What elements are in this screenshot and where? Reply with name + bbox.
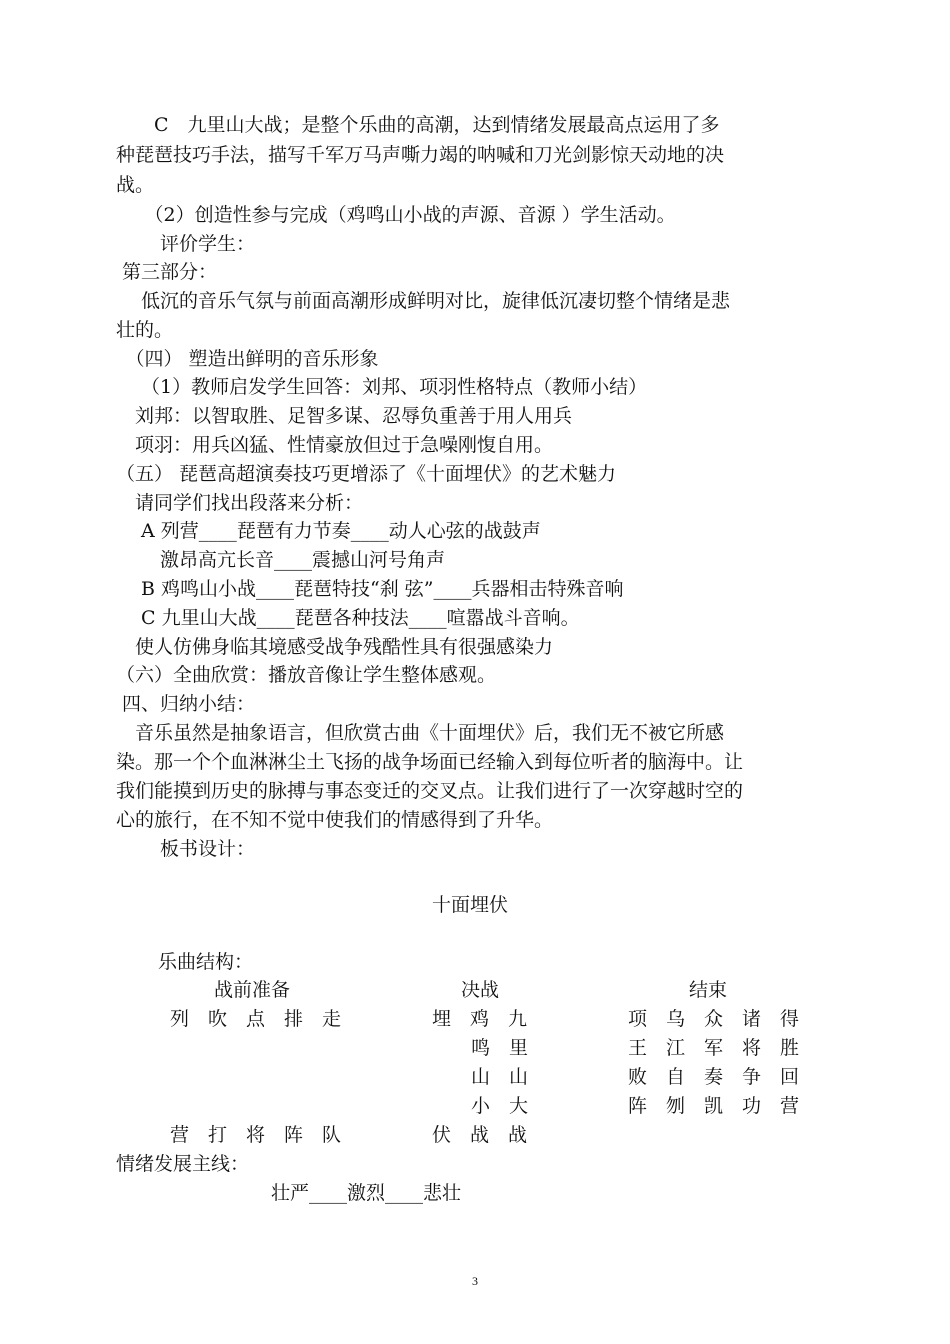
section-heading: （五） 琵琶高超演奏技巧更增添了《十面埋伏》的艺术魅力 (116, 463, 617, 485)
paragraph-line: 壮的。 (116, 319, 174, 341)
section-heading: 第三部分： (116, 261, 218, 283)
end-row: 项 乌 众 诸 得 (628, 1008, 800, 1030)
prep-top-row: 列 吹 点 排 走 (170, 1008, 342, 1030)
list-item: A 列营____琵琶有力节奏____动人心弦的战鼓声 (116, 520, 541, 542)
paragraph-line: 请同学们找出段落来分析： (116, 492, 364, 514)
paragraph-line: 种琵琶技巧手法，描写千军万马声嘶力竭的呐喊和刀光剑影惊天动地的决 (116, 144, 725, 166)
paragraph-line: （1）教师启发学生回答：刘邦、项羽性格特点（教师小结） (116, 376, 648, 398)
section-heading: 四、归纳小结： (116, 693, 256, 715)
emotion-line: 壮严____激烈____悲壮 (271, 1182, 462, 1204)
end-row: 阵 刎 凯 功 营 (628, 1095, 800, 1117)
paragraph-line: 使人仿佛身临其境感受战争残酷性具有很强感染力 (116, 636, 554, 658)
board-title: 十面埋伏 (432, 894, 509, 916)
paragraph-line: 评价学生： (116, 233, 256, 255)
paragraph-line: 板书设计： (116, 838, 256, 860)
battle-row: 伏 战 战 (432, 1124, 528, 1146)
list-item: C 九里山大战____琵琶各种技法____喧嚣战斗音响。 (116, 607, 580, 629)
paragraph-line: 心的旅行，在不知不觉中使我们的情感得到了升华。 (116, 809, 554, 831)
end-row: 王 江 军 将 胜 (628, 1037, 800, 1059)
paragraph-line: 战。 (116, 174, 155, 196)
list-item: B 鸡鸣山小战____琵琶特技“刹 弦”____兵器相击特殊音响 (116, 578, 624, 600)
section-heading: （六）全曲欣赏：播放音像让学生整体感观。 (116, 664, 497, 686)
battle-row: 山 山 (471, 1066, 529, 1088)
paragraph-line: 我们能摸到历史的脉搏与事态变迁的交叉点。让我们进行了一次穿越时空的 (116, 780, 744, 802)
battle-row: 埋 鸡 九 (432, 1008, 528, 1030)
paragraph-line: C 九里山大战；是整个乐曲的高潮，达到情绪发展最高点运用了多 (116, 114, 720, 136)
header-end: 结束 (689, 979, 728, 1001)
prep-bottom-row: 营 打 将 阵 队 (170, 1124, 342, 1146)
header-prep: 战前准备 (214, 979, 291, 1001)
paragraph-line: 低沉的音乐气氛与前面高潮形成鲜明对比，旋律低沉凄切整个情绪是悲 (116, 290, 731, 312)
paragraph-line: 刘邦：以智取胜、足智多谋、忍辱负重善于用人用兵 (116, 405, 573, 427)
page-number: 3 (472, 1274, 478, 1288)
paragraph-line: 染。那一个个血淋淋尘土飞扬的战争场面已经输入到每位听者的脑海中。让 (116, 751, 744, 773)
list-item: 激昂高亢长音____震撼山河号角声 (116, 549, 446, 571)
end-row: 败 自 奏 争 回 (628, 1066, 800, 1088)
paragraph-line: 项羽：用兵凶猛、性情豪放但过于急噪刚愎自用。 (116, 434, 554, 456)
battle-row: 鸣 里 (471, 1037, 529, 1059)
battle-row: 小 大 (471, 1095, 529, 1117)
paragraph-line: （2）创造性参与完成（鸡鸣山小战的声源、音源 ）学生活动。 (116, 204, 676, 226)
emotion-label: 情绪发展主线： (116, 1153, 250, 1175)
section-heading: （四） 塑造出鲜明的音乐形象 (116, 348, 379, 370)
paragraph-line: 音乐虽然是抽象语言，但欣赏古曲《十面埋伏》后，我们无不被它所感 (116, 722, 725, 744)
header-battle: 决战 (461, 979, 500, 1001)
structure-label: 乐曲结构： (158, 951, 254, 973)
